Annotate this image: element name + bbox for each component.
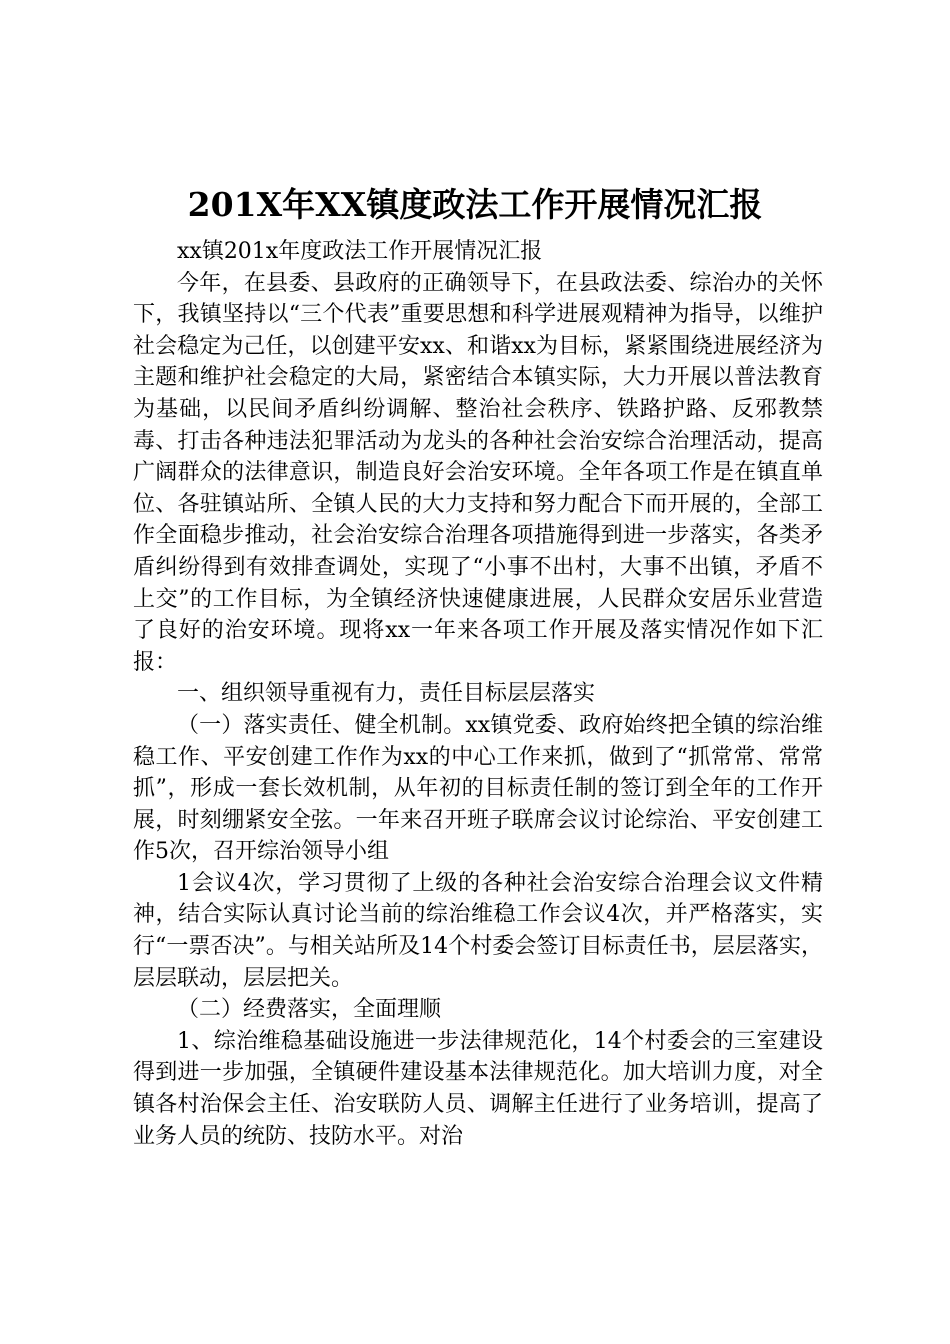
body-paragraph: 1会议4次，学习贯彻了上级的各种社会治安综合治理会议文件精神，结合实际认真讨论当前的综治维稳工作会议4次，并严格落实，实行“一票否决”。与相关站所及14个村委会签订目标责任书，层层落实，层层联动，层层把关。 bbox=[133, 870, 823, 991]
body-paragraph: 1、综治维稳基础设施进一步法律规范化，14个村委会的三室建设得到进一步加强，全镇硬件建设基本法律规范化。加大培训力度，对全镇各村治保会主任、治安联防人员、调解主任进行了业务培训，提高了业务人员的统防、技防水平。对治 bbox=[133, 1028, 823, 1149]
subtitle-paragraph: xx镇201x年度政法工作开展情况汇报 bbox=[177, 239, 543, 264]
intro-paragraph: 今年，在县委、县政府的正确领导下，在县政法委、综治办的关怀下，我镇坚持以“三个代表”重要思想和科学进展观精神为指导，以维护社会稳定为己任，以创建平安xx、和谐xx为目标，紧紧围绕进展经济为主题和维护社会稳定的大局，紧密结合本镇实际，大力开展以普法教育为基础，以民间矛盾纠纷调解、整治社会秩序、铁路护路、反邪教禁毒、打击各种违法犯罪活动为龙头的各种社会治安综合治理活动，提高广阔群众的法律意识，制造良好会治安环境。全年各项工作是在镇直单位、各驻镇站所、全镇人民的大力支持和努力配合下而开展的，全部工作全面稳步推动，社会治安综合治理各项措施得到进一步落实，各类矛盾纠纷得到有效排查调处，实现了“小事不出村，大事不出镇，矛盾不上交”的工作目标，为全镇经济快速健康进展，人民群众安居乐业营造了良好的治安环境。现将xx一年来各项工作开展及落实情况作如下汇报： bbox=[133, 270, 823, 675]
document-title: 201X年XX镇度政法工作开展情况汇报 bbox=[187, 185, 763, 224]
subsection-paragraph-1: （一）落实责任、健全机制。xx镇党委、政府始终把全镇的综治维稳工作、平安创建工作作为xx的中心工作来抓，做到了“抓常常、常常抓”，形成一套长效机制，从年初的目标责任制的签订到全年的工作开展，时刻绷紧安全弦。一年来召开班子联席会议讨论综治、平安创建工作5次，召开综治领导小组 bbox=[133, 712, 823, 865]
subsection-heading-2: （二）经费落实，全面理顺 bbox=[177, 997, 442, 1023]
document-body bbox=[133, 236, 823, 1152]
section-heading-1: 一、组织领导重视有力，责任目标层层落实 bbox=[177, 681, 596, 707]
